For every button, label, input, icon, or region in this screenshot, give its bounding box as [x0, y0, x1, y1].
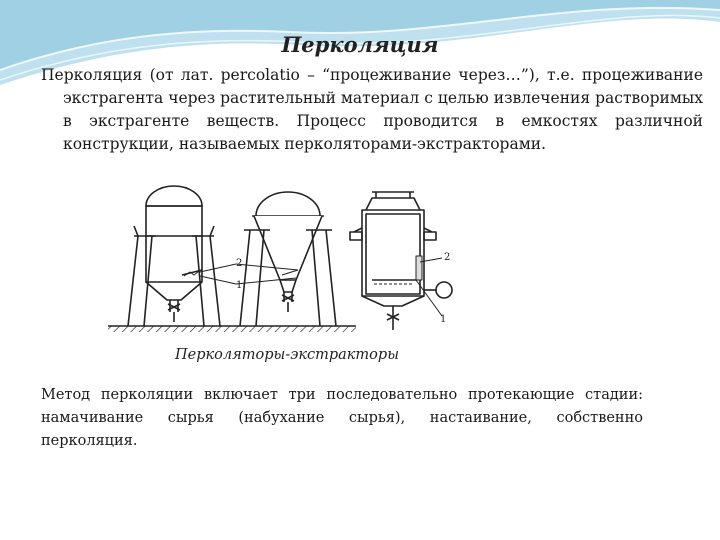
- slide-title: Перколяция: [281, 32, 439, 57]
- intro-paragraph: Перколяция (от лат. percolatio – “процеживание через…”), т.е. процеживание экстрагента через растительный материал с целью извлечения растворимых в экстрагенте веществ. Процесс проводится в емкостях различной конструкции, называемых перколяторами-экстракторами.: [41, 66, 703, 153]
- figure-caption: Перколяторы-экстракторы: [175, 347, 400, 363]
- percolator-conical: [240, 192, 336, 326]
- label-1-right: 1: [440, 314, 447, 325]
- label-1-left: 1: [236, 280, 243, 291]
- percolator-cylindrical: [128, 186, 220, 326]
- percolator-extractors-figure: [104, 180, 466, 340]
- method-paragraph: Метод перколяции включает три последовательно протекающие стадии: намачивание сырья (набухание сырья), настаивание, собственно перколяция.: [41, 387, 643, 449]
- label-2-left: 2: [236, 258, 243, 269]
- label-2-right: 2: [444, 252, 451, 263]
